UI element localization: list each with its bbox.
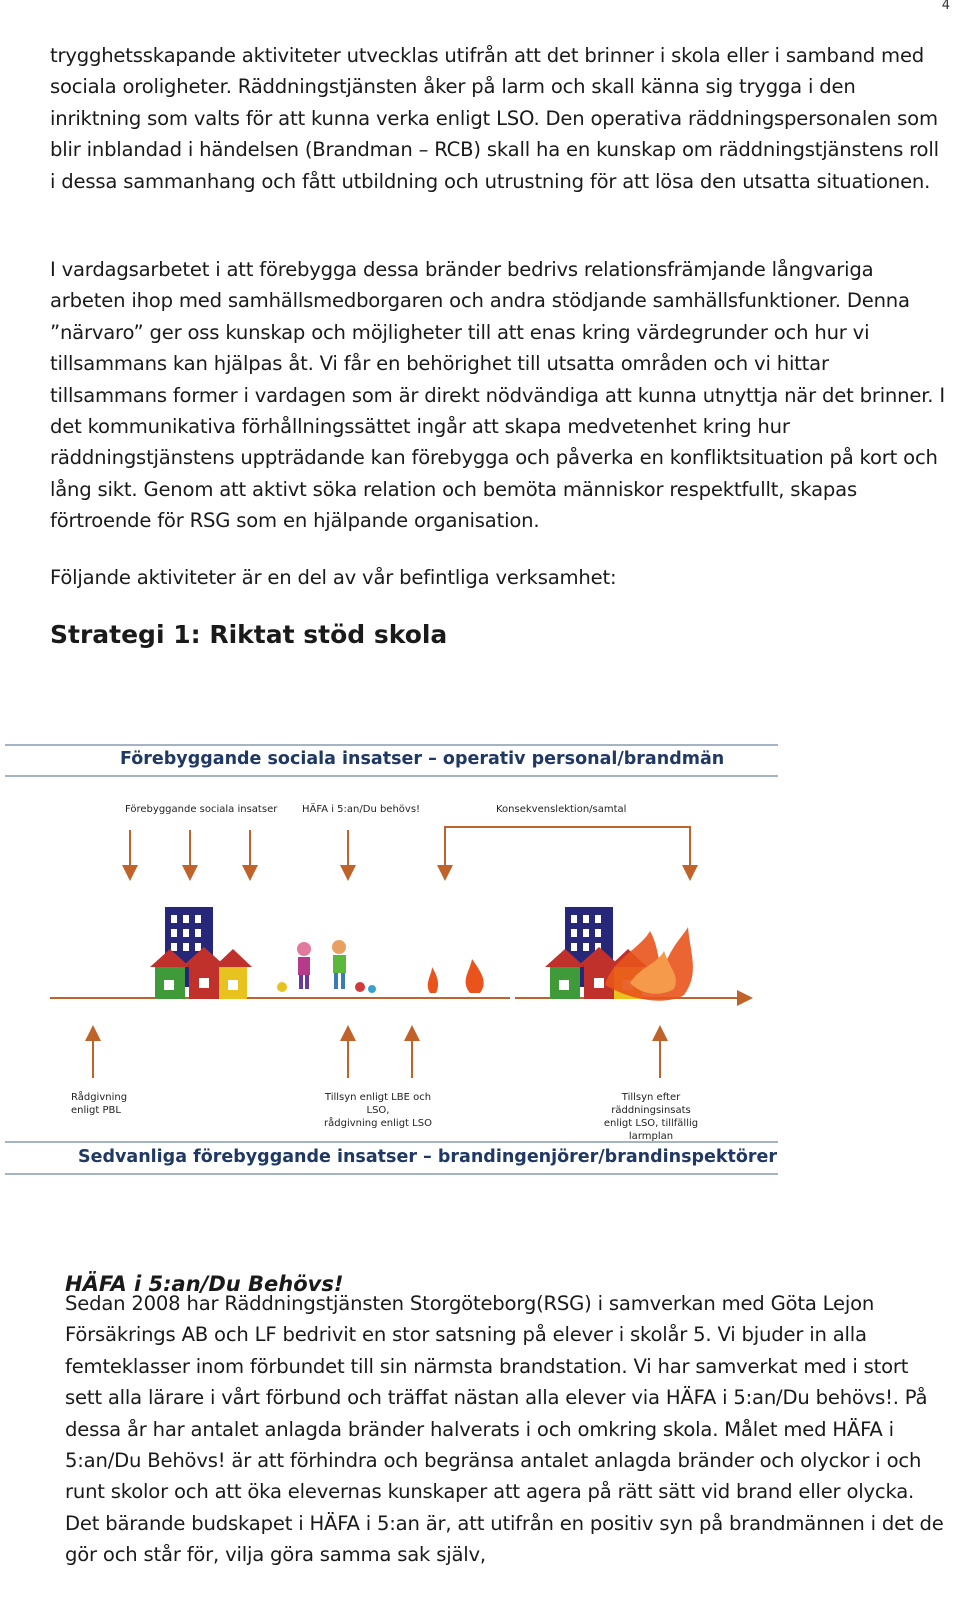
bottom-label-lbe: Tillsyn enligt LBE och LSO, rådgivning enligt LSO (324, 1092, 432, 1129)
diagram-bottom-title: Sedvanliga förebyggande insatser – brandingenjörer/brandinspektörer (78, 1147, 778, 1167)
top-label-social: Förebyggande sociala insatser (125, 804, 278, 815)
top-label-consequence: Konsekvenslektion/samtal (496, 804, 627, 815)
left-houses-icon (150, 907, 252, 999)
prevention-diagram (0, 735, 800, 1195)
small-fires-icon (428, 959, 484, 993)
down-arrows (130, 827, 690, 873)
strategy-heading: Strategi 1: Riktat stöd skola (50, 620, 448, 649)
diagram-top-title: Förebyggande sociala insatser – operativ personal/brandmän (120, 749, 725, 769)
bottom-label-pbl: Rådgivning enligt PBL (71, 1092, 128, 1116)
page-number: 4 (941, 0, 950, 13)
paragraph-3: Följande aktiviteter är en del av vår befintliga verksamhet: (50, 566, 617, 589)
paragraph-2: I vardagsarbetet i att förebygga dessa bränder bedrivs relationsfrämjande långvariga arbeten ihop med samhällsmedborgaren och andra stödjande samhällsfunktioner. Denna ”närvaro” ger oss kunskap och möjligheter till att enas kring värdegrunder och hur vi tillsammans kan hjälpas åt. Vi får en behörighet till utsatta områden och vi hittar tillsammans former i vardagen som är direkt nödvändiga att kunna utnyttja när det brinner. I det kommunikativa förhållningssättet ingår att skapa medvetenhet kring hur räddningstjänstens uppträdande kan förebygga och påverka en konfliktsituation på kort och lång sikt. Genom att aktivt söka relation och bemöta människor respektfullt, skapas förtroende för RSG som en hjälpande organisation. (50, 258, 945, 533)
paragraph-1: trygghetsskapande aktiviteter utvecklas utifrån att det brinner i skola eller i samband med sociala oroligheter. Räddningstjänsten åker på larm och skall känna sig trygga i den inriktning som valts för att kunna verka enligt LSO. Den operativa räddningspersonalen som blir inblandad i händelsen (Brandman – RCB) skall ha en kunskap om räddningstjänstens roll i dessa sammanhang och fått utbildning och utrustning för att lösa den utsatta situationen. (50, 44, 939, 193)
bottom-label-tillsyn: Tillsyn efter räddningsinsats enligt LSO, tillfällig larmplan (603, 1092, 699, 1142)
top-label-hafa: HÄFA i 5:an/Du behövs! (302, 804, 421, 815)
hafa-heading: HÄFA i 5:an/Du Behövs! (65, 1272, 344, 1296)
hafa-paragraph: Sedan 2008 har Räddningstjänsten Storgöteborg(RSG) i samverkan med Göta Lejon Försäkrings AB och LF bedrivit en stor satsning på elever i skolår 5. Vi bjuder in alla femteklasser inom förbundet till sin närmsta brandstation. Vi har samverkat med i stort sett alla lärare i vårt förbund och träffat nästan alla elever via HÄFA i 5:an/Du behövs!. På dessa år har antalet anlagda bränder halverats i och omkring skola. Målet med HÄFA i 5:an/Du Behövs! är att förhindra och begränsa antalet anlagda bränder och olyckor i och runt skolor och att öka elevernas kunskaper att agera på rätt sätt vid brand eller olycka. Det bärande budskapet i HÄFA i 5:an är, att utifrån en positiv syn på brandmännen i det de gör och står för, vilja göra samma sak själv, (65, 1292, 944, 1567)
large-fire-icon (605, 927, 693, 1001)
children-icon (277, 940, 376, 993)
up-arrows (93, 1033, 660, 1078)
